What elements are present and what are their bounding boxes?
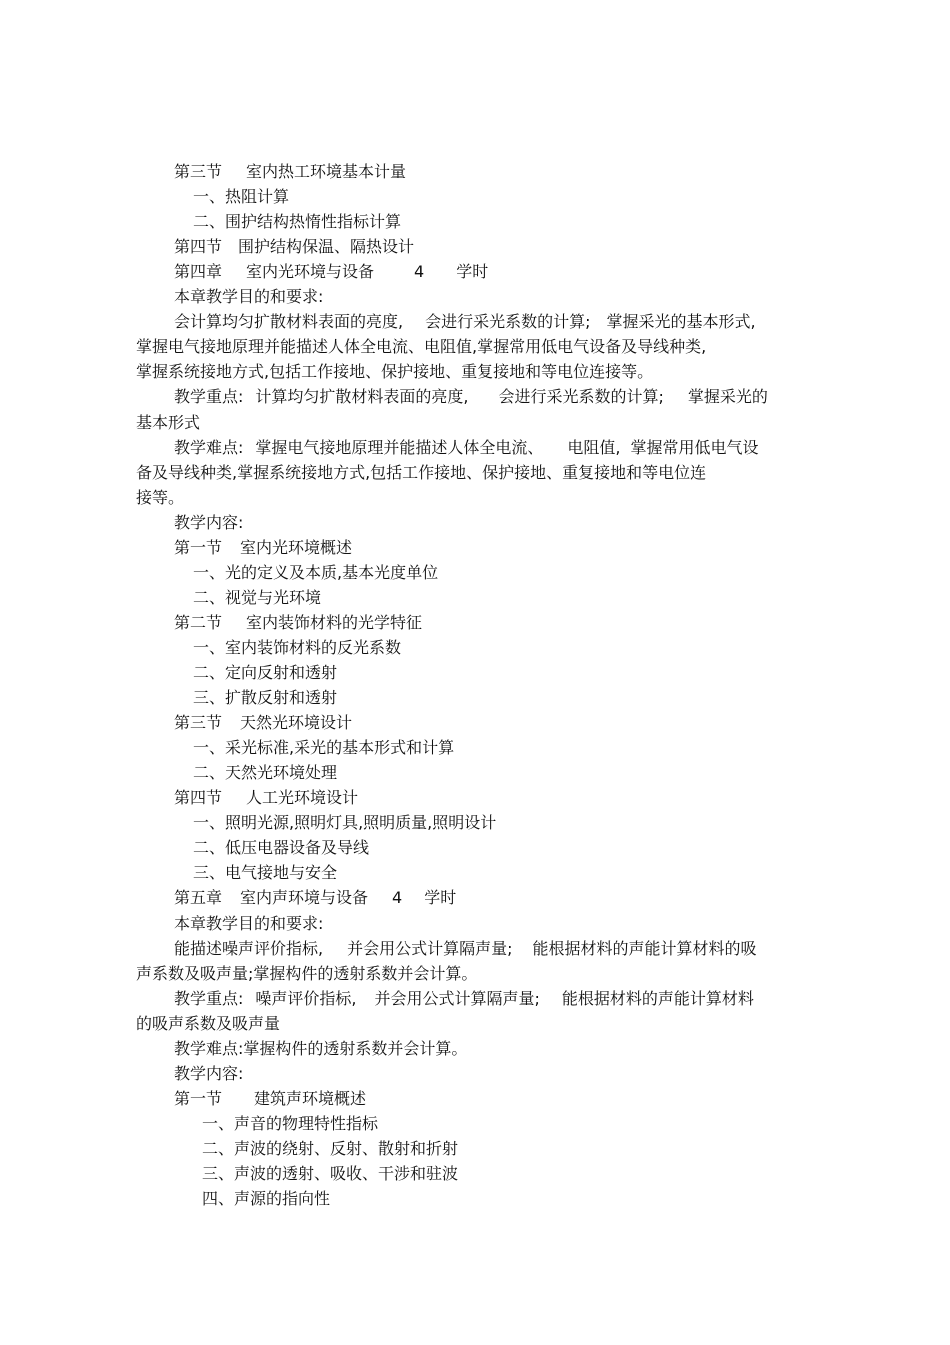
text-line (136, 412, 200, 434)
text-segment: 围护结构保温、隔热设计 (238, 237, 415, 256)
text-segment: 二、天然光环境处理 (193, 763, 338, 782)
text-segment: 室内声环境与设备 (240, 888, 369, 907)
text-segment: 一、室内装饰材料的反光系数 (193, 638, 402, 657)
text-line (193, 737, 454, 759)
text-line (136, 336, 706, 358)
text-segment: 本章教学目的和要求: (174, 914, 324, 933)
text-segment: 会进行采光系数的计算; (498, 387, 664, 406)
text-segment: 人工光环境设计 (246, 788, 359, 807)
text-segment: 学时 (424, 888, 457, 907)
text-segment: 一、光的定义及本质,基本光度单位 (193, 563, 439, 582)
text-segment: 并会用公式计算隔声量; (374, 989, 540, 1008)
text-segment: 建筑声环境概述 (254, 1089, 367, 1108)
text-segment: 第五章 (174, 888, 223, 907)
text-line (193, 637, 401, 659)
text-segment: 第四节 (174, 237, 223, 256)
text-line (193, 862, 337, 884)
text-segment: 二、定向反射和透射 (193, 663, 338, 682)
text-segment: 二、低压电器设备及导线 (193, 838, 370, 857)
text-segment: 掌握常用低电气设 (630, 438, 759, 457)
text-line (174, 887, 456, 909)
text-segment: 室内热工环境基本计量 (246, 162, 407, 181)
text-line (193, 837, 369, 859)
text-segment: 三、声波的透射、吸收、干涉和驻波 (202, 1164, 459, 1183)
text-segment: 掌握采光的 (687, 387, 768, 406)
text-line (193, 762, 337, 784)
text-segment: 4 (414, 262, 425, 281)
text-segment: 室内光环境与设备 (246, 262, 375, 281)
text-line (136, 963, 477, 985)
text-segment: 教学难点:掌握构件的透射系数并会计算。 (174, 1039, 468, 1058)
text-line (174, 712, 352, 734)
text-segment: 教学内容: (174, 513, 244, 532)
text-segment: 的吸声系数及吸声量 (136, 1014, 281, 1033)
text-line (202, 1188, 330, 1210)
text-line (174, 612, 422, 634)
text-segment: 第一节 (174, 1089, 223, 1108)
text-line (174, 1038, 467, 1060)
text-line (193, 687, 337, 709)
text-line (193, 587, 321, 609)
text-line (193, 186, 289, 208)
text-segment: 并会用公式计算隔声量; (347, 939, 513, 958)
text-segment: 一、采光标准,采光的基本形式和计算 (193, 738, 455, 757)
text-line (174, 286, 323, 308)
text-line (202, 1163, 458, 1185)
text-segment: 基本形式 (136, 413, 201, 432)
text-line (193, 562, 438, 584)
text-segment: 二、声波的绕射、反射、散射和折射 (202, 1139, 459, 1158)
text-segment: 备及导线种类,掌握系统接地方式,包括工作接地、保护接地、重复接地和等电位连 (136, 463, 707, 482)
text-segment: 教学难点: (174, 438, 244, 457)
text-line (174, 437, 759, 459)
text-segment: 四、声源的指向性 (202, 1189, 331, 1208)
text-line (174, 161, 406, 183)
text-segment: 教学内容: (174, 1064, 244, 1083)
text-segment: 第四章 (174, 262, 223, 281)
text-segment: 4 (392, 888, 403, 907)
text-line (174, 261, 488, 283)
text-segment: 能根据材料的声能计算材料 (561, 989, 754, 1008)
text-line (136, 361, 653, 383)
text-segment: 第四节 (174, 788, 223, 807)
text-segment: 能根据材料的声能计算材料的吸 (532, 939, 757, 958)
text-line (136, 1013, 280, 1035)
text-line (174, 1063, 243, 1085)
text-line (174, 938, 757, 960)
text-segment: 第一节 (174, 538, 223, 557)
text-line (193, 812, 496, 834)
text-segment: 掌握系统接地方式,包括工作接地、保护接地、重复接地和等电位连接等。 (136, 362, 654, 381)
text-line (193, 211, 401, 233)
text-line (136, 462, 706, 484)
text-segment: 第三节 (174, 713, 223, 732)
text-segment: 室内装饰材料的光学特征 (246, 613, 423, 632)
text-segment: 掌握电气接地原理并能描述人体全电流、 (255, 438, 544, 457)
text-line (174, 913, 323, 935)
text-segment: 会进行采光系数的计算; (425, 312, 591, 331)
text-line (174, 386, 768, 408)
text-segment: 二、围护结构热惰性指标计算 (193, 212, 402, 231)
text-segment: 声系数及吸声量;掌握构件的透射系数并会计算。 (136, 964, 478, 983)
text-line (174, 1088, 366, 1110)
text-line (202, 1138, 458, 1160)
text-segment: 会计算均匀扩散材料表面的亮度, (174, 312, 404, 331)
text-segment: 天然光环境设计 (240, 713, 353, 732)
text-segment: 一、热阻计算 (193, 187, 290, 206)
text-line (193, 662, 337, 684)
text-segment: 电阻值, (567, 438, 621, 457)
text-line (174, 537, 352, 559)
text-line (174, 787, 358, 809)
text-line (202, 1113, 378, 1135)
text-segment: 接等。 (136, 488, 185, 507)
text-segment: 掌握采光的基本形式, (606, 312, 756, 331)
text-line (174, 236, 414, 258)
text-segment: 噪声评价指标, (255, 989, 357, 1008)
text-segment: 教学重点: (174, 387, 244, 406)
text-segment: 三、电气接地与安全 (193, 863, 338, 882)
text-segment: 一、声音的物理特性指标 (202, 1114, 379, 1133)
text-line (174, 988, 754, 1010)
text-segment: 二、视觉与光环境 (193, 588, 322, 607)
text-line (136, 487, 184, 509)
text-segment: 本章教学目的和要求: (174, 287, 324, 306)
text-segment: 教学重点: (174, 989, 244, 1008)
text-segment: 掌握电气接地原理并能描述人体全电流、电阻值,掌握常用低电气设备及导线种类, (136, 337, 707, 356)
text-segment: 第三节 (174, 162, 223, 181)
text-segment: 能描述噪声评价指标, (174, 939, 324, 958)
text-segment: 学时 (456, 262, 489, 281)
text-segment: 一、照明光源,照明灯具,照明质量,照明设计 (193, 813, 497, 832)
text-segment: 三、扩散反射和透射 (193, 688, 338, 707)
text-segment: 第二节 (174, 613, 223, 632)
text-line (174, 512, 243, 534)
text-line (174, 311, 756, 333)
text-segment: 计算均匀扩散材料表面的亮度, (255, 387, 469, 406)
text-segment: 室内光环境概述 (240, 538, 353, 557)
